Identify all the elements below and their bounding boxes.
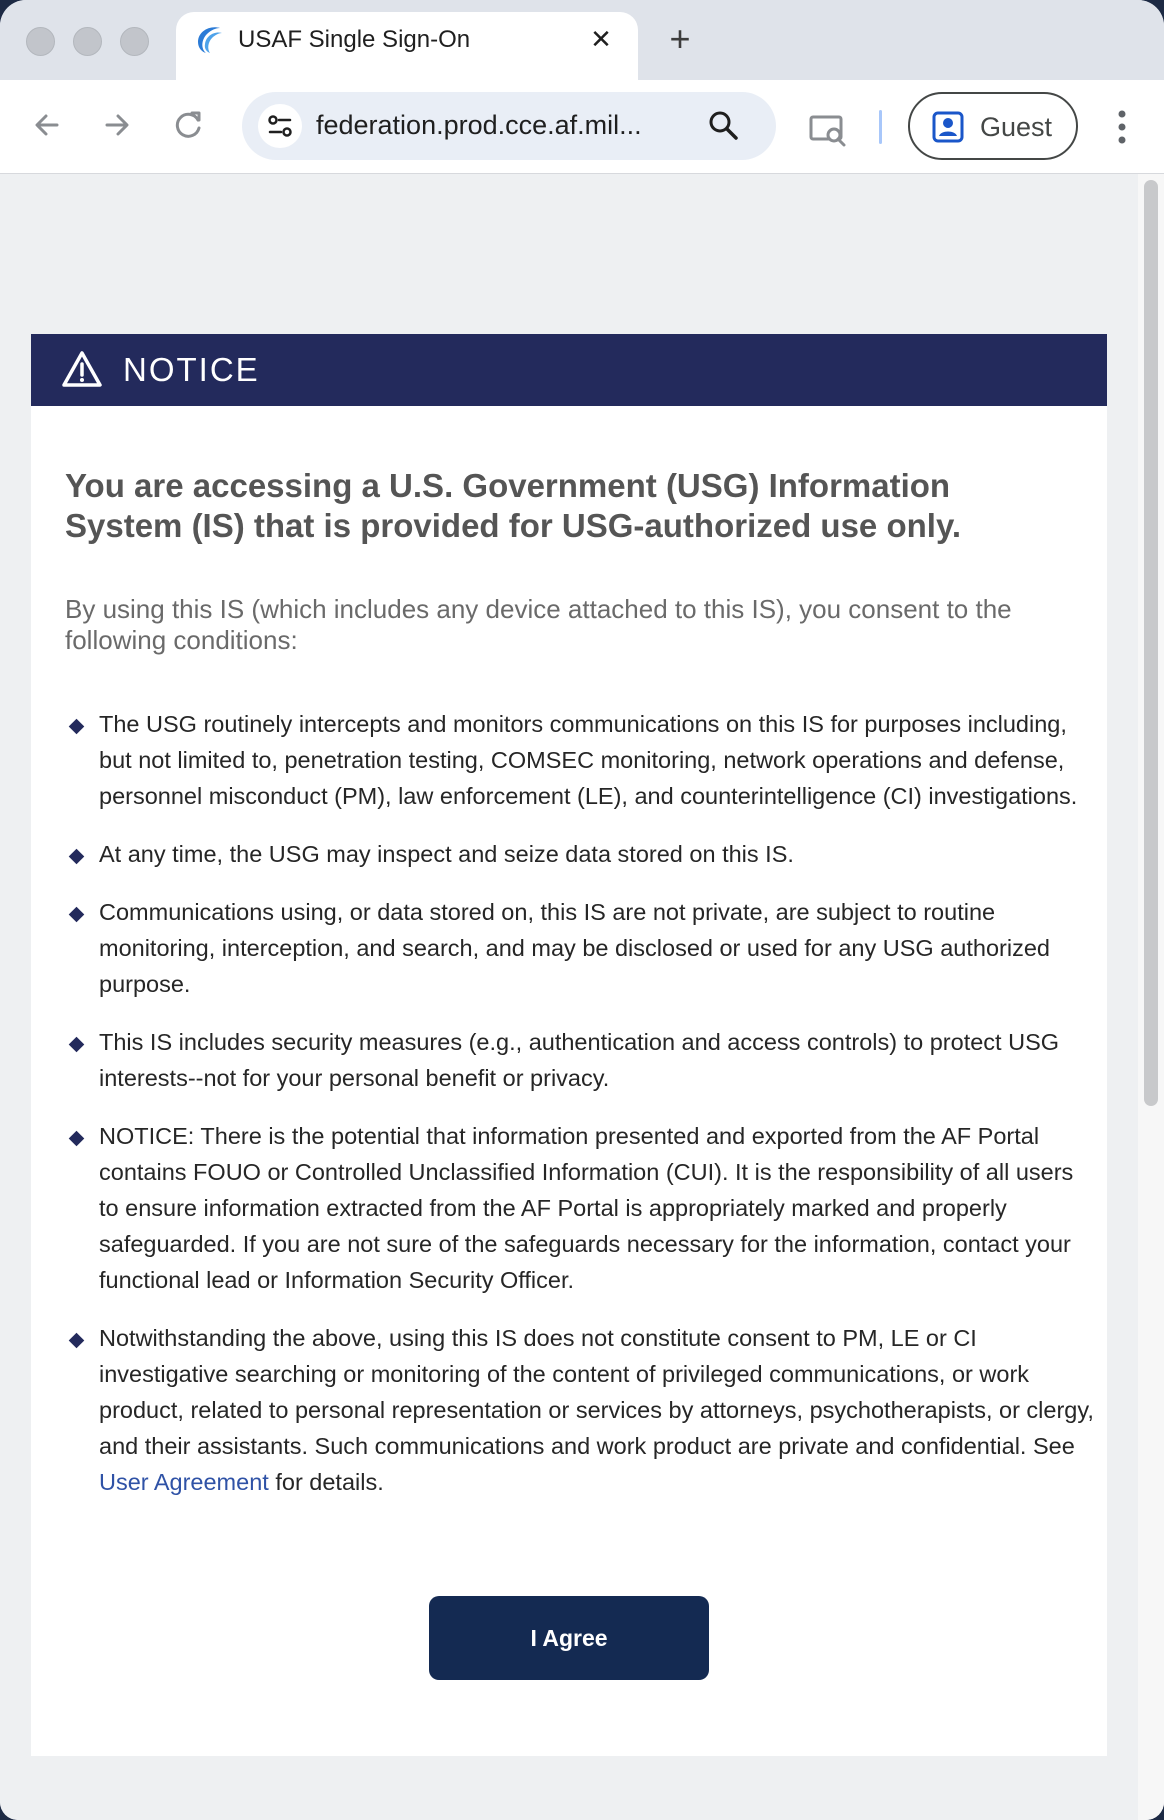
warning-icon [61,350,103,388]
page-viewport [0,174,1164,1820]
browser-toolbar [0,80,1164,174]
profile-icon [932,111,964,143]
condition-text: The USG routinely intercepts and monitors communications on this IS for purposes including, but not limited to, penetration testing, COMSEC monitoring, network operations and defense, personnel misconduct (PM), law enforcement (LE), and counterintelligence (CI) investigations. [99,711,1078,809]
diamond-bullet-icon [69,1037,85,1053]
condition-text: At any time, the USG may inspect and seize data stored on this IS. [99,841,794,867]
tab-usaf-sso[interactable] [176,12,638,82]
list-item [65,1118,1095,1298]
notice-title: NOTICE [123,351,260,388]
notice-header [31,334,1107,406]
close-tab-icon[interactable]: ✕ [590,24,612,54]
condition-text: NOTICE: There is the potential that information presented and exported from the AF Portal contains FOUO or Controlled Unclassified Information (CUI). It is the responsibility of all users to ensure information extracted from the AF Portal is appropriately marked and properly safeguarded. If you are not sure of the safeguards necessary for the information, contact your functional lead or Information Security Officer. [99,1123,1074,1293]
address-bar[interactable] [242,92,776,160]
profile-label: Guest [980,112,1053,142]
site-info-icon [258,104,302,148]
tab-strip [0,0,1164,80]
conditions-list [65,706,1095,1522]
site-info-button[interactable] [258,104,302,148]
diamond-bullet-icon [69,849,85,865]
cast-search-icon[interactable] [808,110,848,150]
notice-lead: You are accessing a U.S. Government (USG) Information System (IS) that is provided for USG-authorized use only. [65,467,962,544]
forward-arrow-icon[interactable] [94,102,140,148]
list-item [65,706,1095,814]
reload-icon[interactable] [166,102,212,148]
condition-text: Notwithstanding the above, using this IS does not constitute consent to PM, LE or CI investigative searching or monitoring of the content of privileged communications, or work product, related to personal representation or services by attorneys, psychotherapists, or clergy, and their assistants. Such communications and work product are private and confidential. See [99,1325,1094,1459]
notice-intro: By using this IS (which includes any device attached to this IS), you consent to the following conditions: [65,594,1012,655]
list-item [65,1320,1095,1500]
new-tab-button[interactable]: + [669,18,691,59]
diamond-bullet-icon [69,719,85,735]
toolbar-separator [879,110,882,144]
condition-text: This IS includes security measures (e.g., authentication and access controls) to protect USG interests--not for your personal benefit or privacy. [99,1029,1060,1091]
close-window-button[interactable] [26,27,55,56]
profile-button[interactable] [908,92,1078,160]
minimize-window-button[interactable] [73,27,102,56]
diamond-bullet-icon [69,1131,85,1147]
notice-card [31,334,1107,1756]
kebab-menu-icon[interactable] [1106,104,1138,150]
list-item [65,836,1095,872]
diamond-bullet-icon [69,907,85,923]
diamond-bullet-icon [69,1333,85,1349]
tab-title: USAF Single Sign-On [238,26,471,53]
scrollbar-thumb[interactable] [1144,180,1158,1106]
list-item [65,894,1095,1002]
condition-text: Communications using, or data stored on, this IS are not private, are subject to routine monitoring, interception, and search, and may be disclosed or used for any USG authorized purpose. [99,899,1050,997]
zoom-window-button[interactable] [120,27,149,56]
zoom-icon[interactable] [704,106,744,146]
usaf-swoosh-icon [192,22,226,56]
url-text[interactable]: federation.prod.cce.af.mil... [316,110,642,140]
condition-text-tail: for details. [268,1469,384,1495]
list-item [65,1024,1095,1096]
i-agree-button[interactable]: I Agree [429,1596,709,1680]
back-arrow-icon[interactable] [24,102,70,148]
user-agreement-link[interactable]: User Agreement [99,1469,269,1495]
